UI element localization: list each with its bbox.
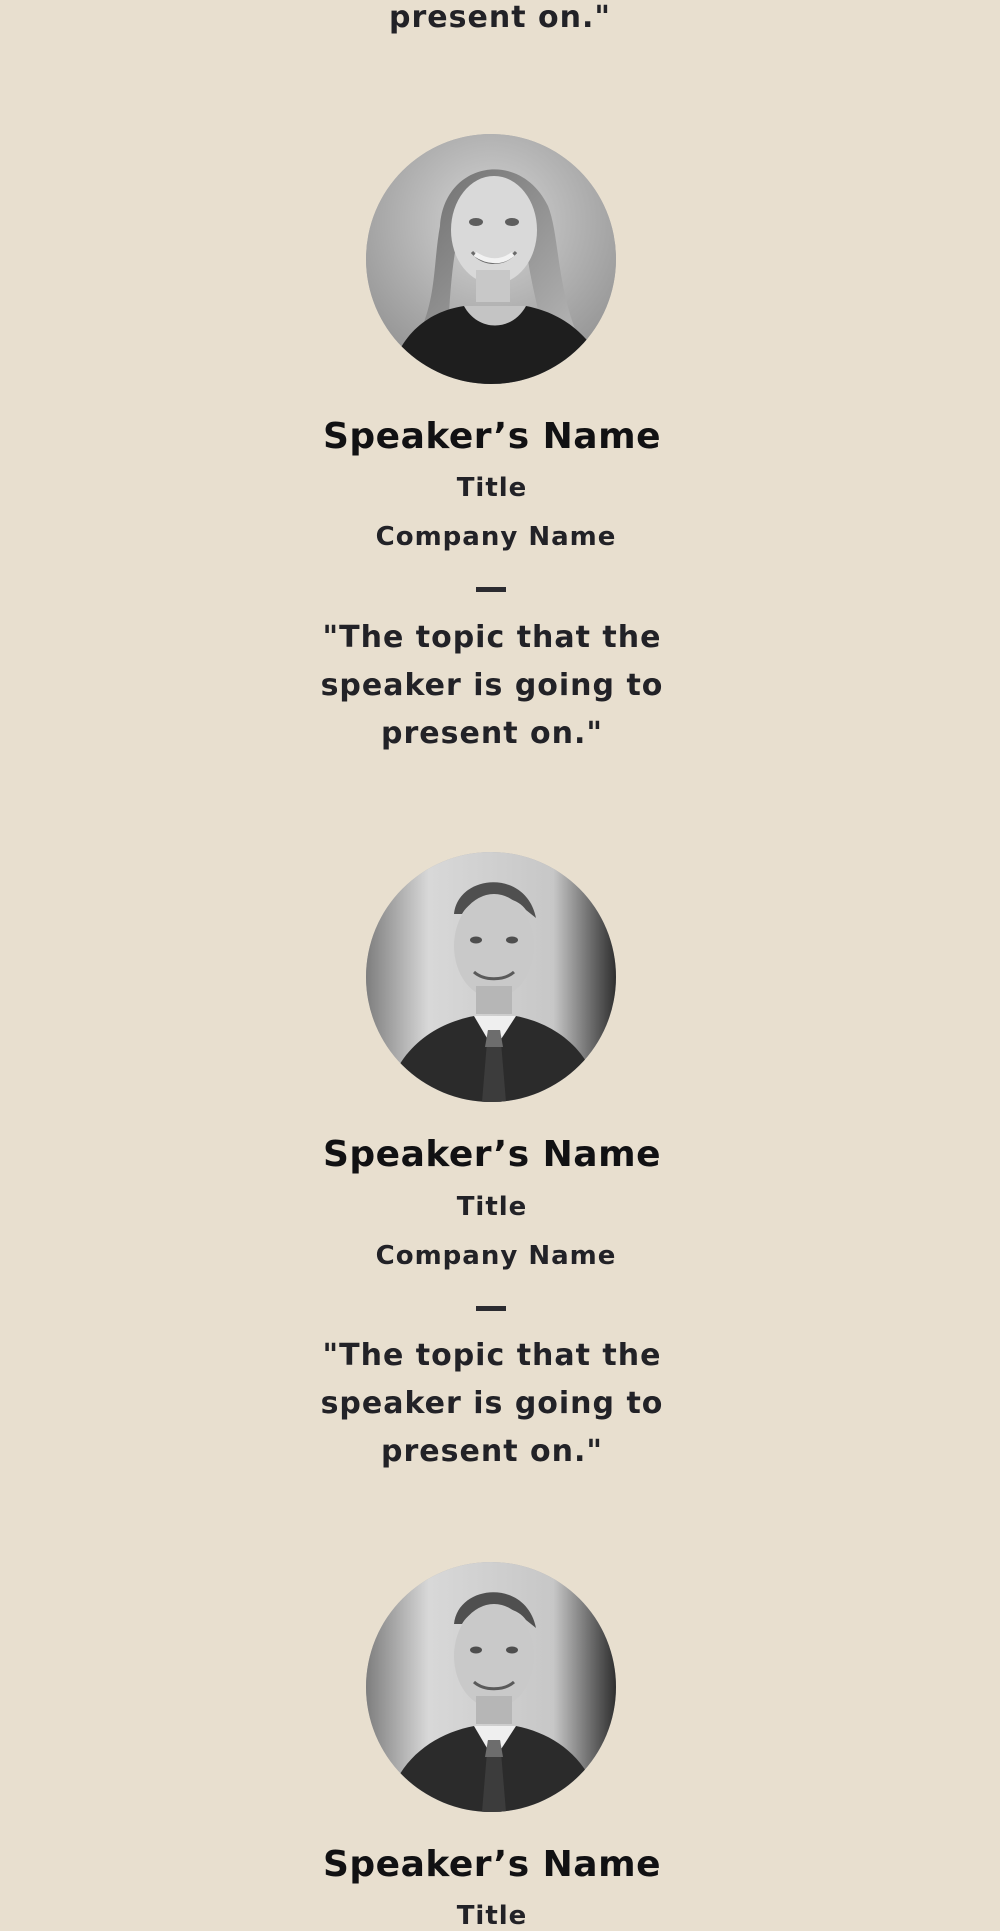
speaker-title: Title	[456, 1901, 528, 1931]
speaker-photo-man	[366, 852, 616, 1102]
speaker-photo-man	[366, 1562, 616, 1812]
speaker-name: Speaker’s Name	[322, 1134, 662, 1175]
speaker-topic-line-2: speaker is going to	[320, 1386, 664, 1421]
speaker-company: Company Name	[375, 1241, 617, 1271]
speaker-topic-line-2: speaker is going to	[320, 668, 664, 703]
speaker-company: Company Name	[375, 522, 617, 552]
speaker-topic-line-3: present on."	[381, 716, 603, 751]
speaker-divider	[476, 1306, 506, 1311]
speaker-name: Speaker’s Name	[322, 416, 662, 457]
speaker-topic-line-1: "The topic that the	[322, 620, 662, 655]
speaker-topic-line-3: present on."	[381, 1434, 603, 1469]
speaker-title: Title	[456, 1192, 528, 1222]
speaker-topic-line-1: "The topic that the	[322, 1338, 662, 1373]
speaker-topic-line: present on."	[389, 0, 611, 35]
speaker-title: Title	[456, 473, 528, 503]
speaker-name: Speaker’s Name	[322, 1844, 662, 1885]
speaker-divider	[476, 587, 506, 592]
speaker-photo-woman	[366, 134, 616, 384]
